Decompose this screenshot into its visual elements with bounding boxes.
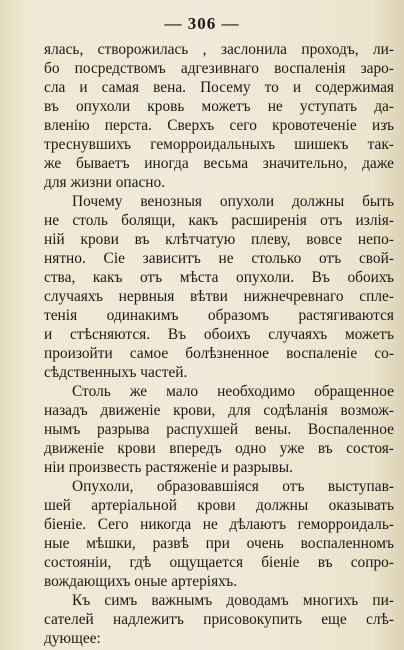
text-line: сѣдственныхъ частей. [44,364,188,381]
paragraph [44,591,394,648]
text-line: біеніе. Сего никогда не дѣлаютъ геморроидаль- [44,516,394,533]
text-line: ялась, створожилась , заслонила проходъ, ли- [44,41,394,58]
text-line: назадъ движеніе крови, для содѣланія возмож- [44,402,394,419]
text-line: Почему венозныя опухоли должны быть [72,193,394,210]
text-line: тенія одинакимъ образомъ растягиваются [44,307,394,324]
text-line: ній крови въ клѣтчатую плеву, вовсе непо- [44,231,394,248]
paragraph [44,40,394,192]
text-line: Къ симъ важнымъ доводамъ многихъ пи- [72,592,394,609]
text-line: движеніе крови впередъ одно уже въ состоя- [44,440,394,457]
text-line: вленію перста. Сверхъ сего кровотеченіе изъ [44,117,394,134]
text-line: шей артеріальной крови должны оказывать [44,497,394,514]
text-line: состояніи, гдѣ ощущается біеніе въ сопро- [44,554,394,571]
text-line: нятно. Сіе зависитъ не столько отъ свой- [44,250,394,267]
paragraph [44,192,394,382]
text-line: бо посредствомъ адгезивнаго воспаленія заро- [44,60,394,77]
text-line: ніи произвесть растяженіе и разрывы. [44,459,293,476]
text-line: дующее: [44,630,101,647]
page-number-header: — 306 — [164,14,240,33]
text-line: произойти самое болѣзненное воспаленіе со- [44,345,394,362]
text-line: и стѣсняются. Въ обоихъ случаяхъ можетъ [44,326,394,343]
body-text [44,40,394,648]
paragraph [44,477,394,591]
text-line: вождающихъ оные артеріяхъ. [44,573,238,590]
text-line: нымъ разрыва распухшей вены. Воспаленное [44,421,394,438]
text-line: же бываетъ иногда весьма значительно, даже [44,155,394,172]
text-line: сла и самая вена. Посему то и содержимая [44,79,394,96]
text-line: случаяхъ нервныя вѣтви нижнечревнаго спле- [44,288,394,305]
text-line: ства, какъ отъ мѣста опухоли. Въ обоихъ [44,269,394,286]
text-line: Столь же мало необходимо обращенное [72,383,394,400]
text-line: сателей надлежитъ присовокупить еще слѣ- [44,611,394,628]
text-line: не столь болящи, какъ расширенія отъ излія- [44,212,394,229]
text-line: ные мѣшки, развѣ при очень воспаленномъ [44,535,394,552]
text-line: Опухоли, образовавшіяся отъ выступав- [72,478,394,495]
paragraph [44,382,394,477]
text-line: въ опухоли кровь можетъ не уступать да- [44,98,394,115]
text-line: треснувшихъ геморроидальныхъ шишекъ так- [44,136,394,153]
text-line: для жизни опасно. [44,174,166,191]
